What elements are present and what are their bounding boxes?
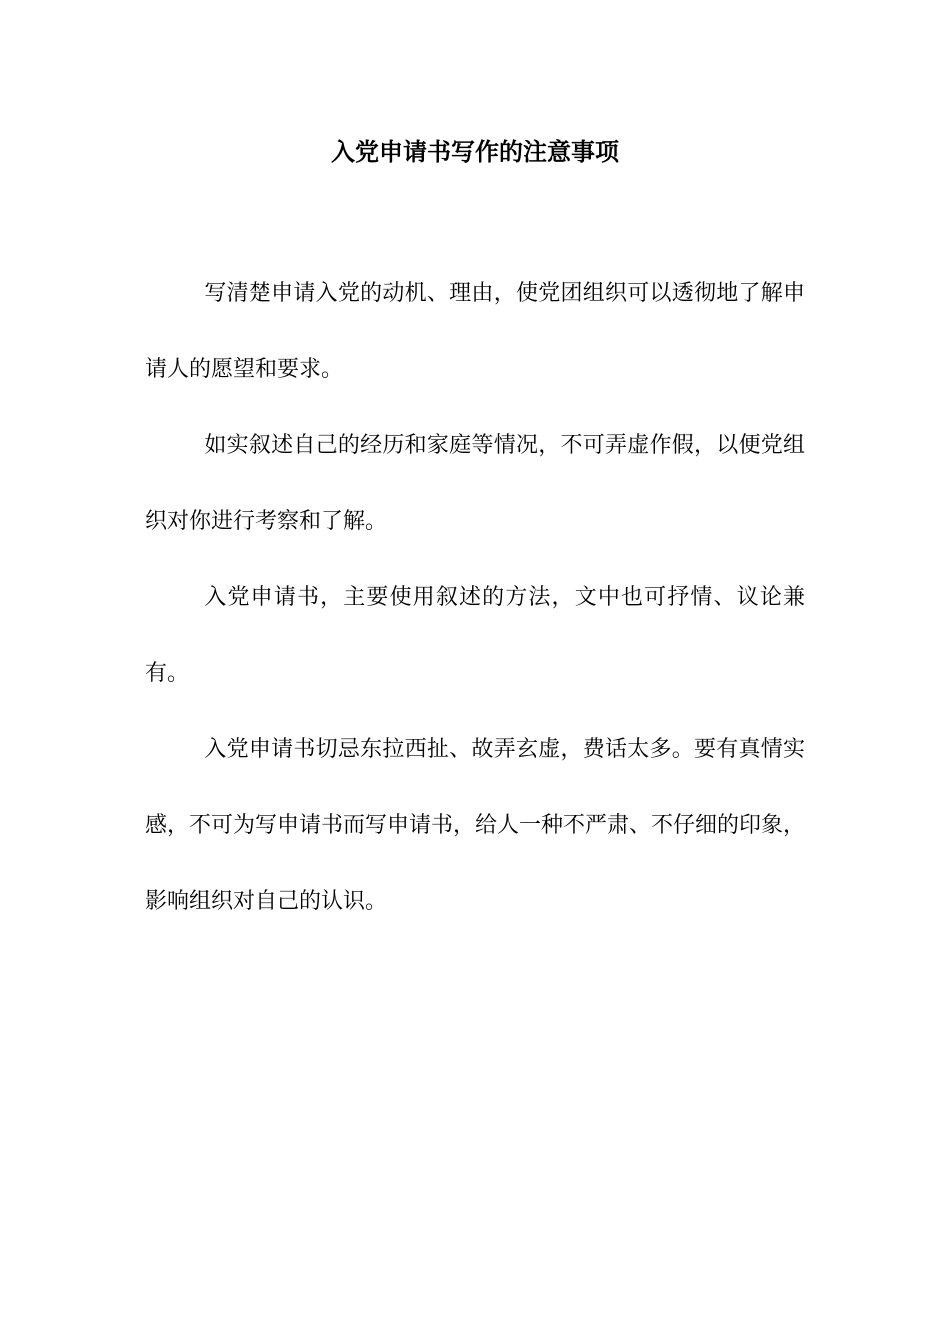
paragraph-2: 如实叙述自己的经历和家庭等情况，不可弄虚作假，以便党组织对你进行考察和了解。 xyxy=(145,433,805,534)
paragraph-4: 入党申请书切忌东拉西扯、故弄玄虚，费话太多。要有真情实感，不可为写申请书而写申请书，给人一种不严肃、不仔细的印象，影响组织对自己的认识。 xyxy=(145,737,806,914)
paragraph-1: 写清楚申请入党的动机、理由，使党团组织可以透彻地了解申请人的愿望和要求。 xyxy=(145,281,805,382)
paragraph-3: 入党申请书，主要使用叙述的方法，文中也可抒情、议论兼有。 xyxy=(145,585,805,686)
document-body xyxy=(145,256,805,940)
document-title: 入党申请书写作的注意事项 xyxy=(331,137,619,166)
